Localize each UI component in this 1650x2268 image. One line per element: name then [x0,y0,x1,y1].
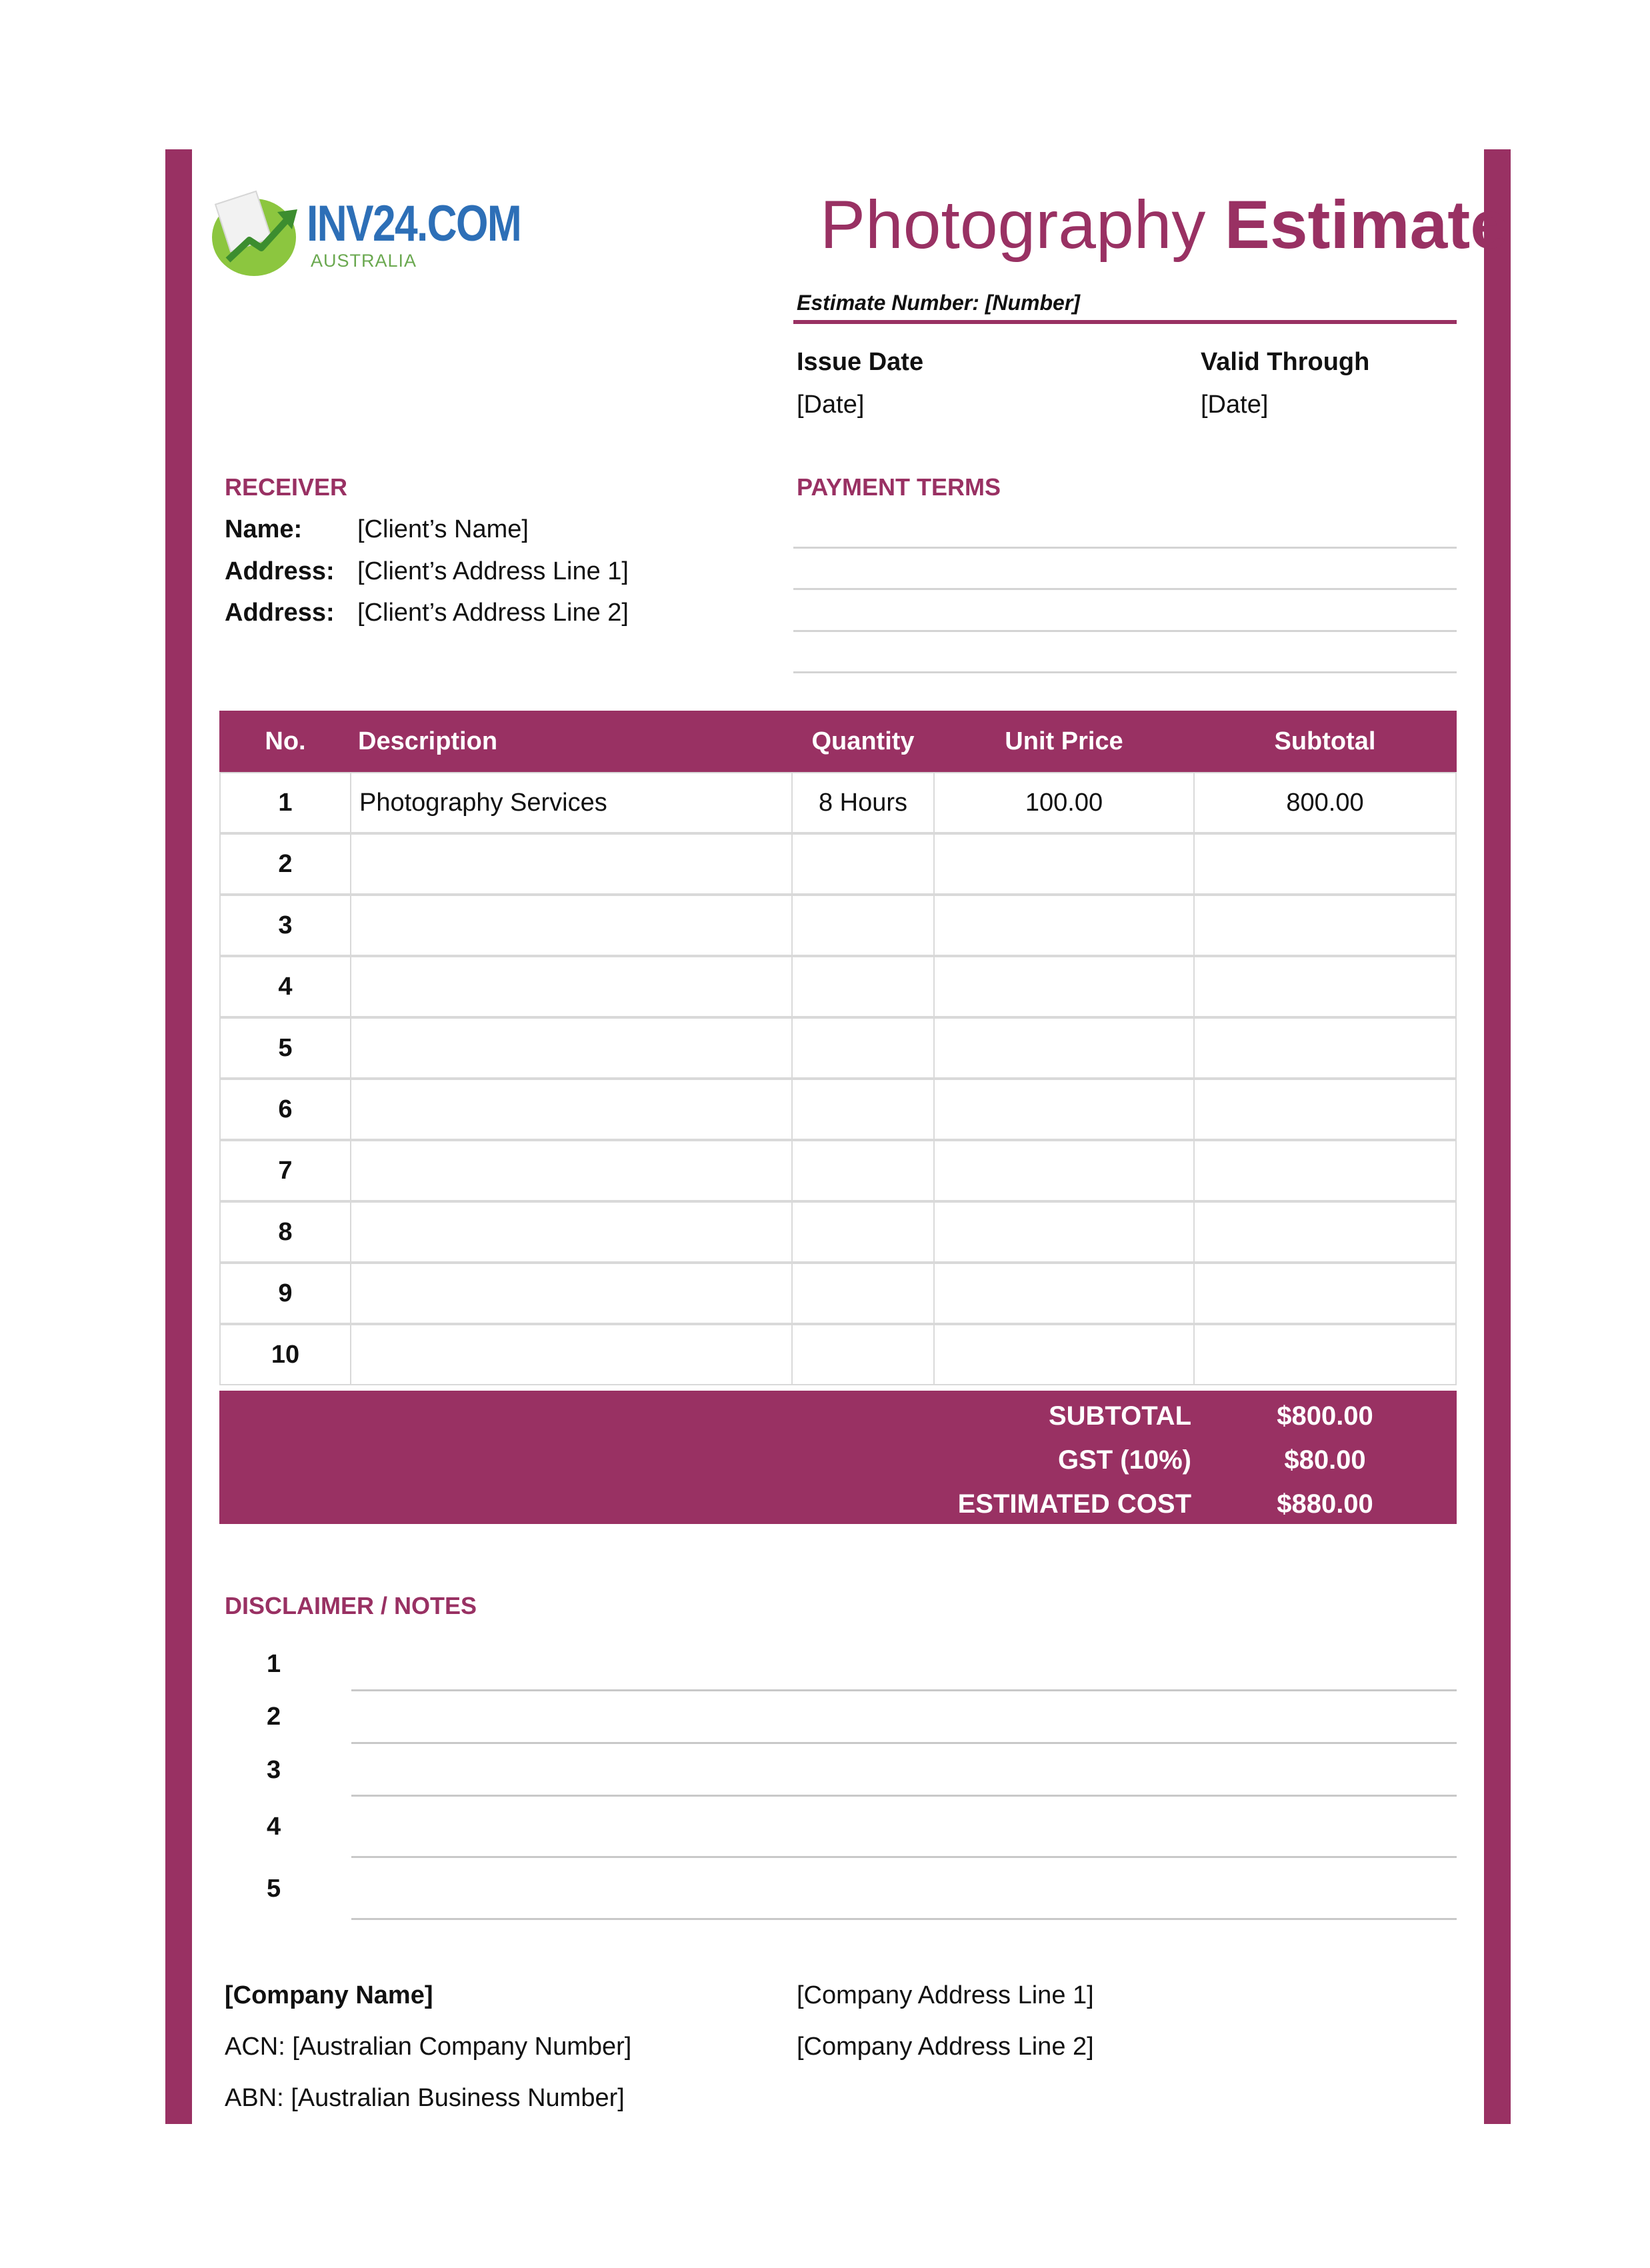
company-acn: ACN: [Australian Company Number] [225,2033,632,2061]
table-row [219,833,1457,895]
table-row [219,895,1457,956]
row-description: Photography Services [350,772,793,833]
gst-label: GST (10%) [1057,1445,1191,1475]
items-table-header [219,711,1457,772]
valid-through-value: [Date] [1201,391,1269,419]
row-subtotal [1193,1201,1457,1263]
row-subtotal [1193,1079,1457,1140]
row-unit-price [933,1017,1195,1079]
company-name: [Company Name] [225,1981,433,2009]
receiver-heading: RECEIVER [225,473,348,501]
row-unit-price [933,895,1195,956]
row-number: 4 [219,956,351,1017]
company-address-line-1: [Company Address Line 1] [797,1981,1094,2009]
receiver-address2-label: Address: [225,599,335,627]
note-line [351,1856,1457,1858]
row-subtotal [1193,895,1457,956]
row-quantity [791,833,935,895]
note-line [351,1795,1457,1797]
col-description-header: Description [358,727,498,755]
company-address-line-2: [Company Address Line 2] [797,2033,1094,2061]
row-description [350,1079,793,1140]
row-quantity: 8 Hours [791,772,935,833]
row-quantity [791,1263,935,1324]
col-unit-price-header: Unit Price [1005,727,1123,755]
note-number: 5 [267,1875,281,1903]
payment-terms-line [793,671,1457,673]
row-quantity [791,1324,935,1385]
row-unit-price: 100.00 [933,772,1195,833]
row-description [350,833,793,895]
subtotal-label: SUBTOTAL [1048,1401,1191,1431]
issue-date-value: [Date] [797,391,865,419]
row-unit-price [933,1263,1195,1324]
table-row [219,1140,1457,1201]
row-unit-price [933,1140,1195,1201]
estimated-cost-label: ESTIMATED COST [957,1489,1191,1519]
row-quantity [791,1017,935,1079]
issue-date-label: Issue Date [797,348,924,376]
company-logo [212,192,521,279]
col-subtotal-header: Subtotal [1274,727,1376,755]
row-quantity [791,1140,935,1201]
subtotal-value: $800.00 [1277,1401,1373,1431]
note-number: 3 [267,1756,281,1784]
row-quantity [791,1079,935,1140]
table-row [219,1201,1457,1263]
valid-through-label: Valid Through [1201,348,1370,376]
row-subtotal [1193,1140,1457,1201]
row-number: 7 [219,1140,351,1201]
col-quantity-header: Quantity [811,727,915,755]
payment-terms-line [793,588,1457,590]
row-unit-price [933,956,1195,1017]
note-line [351,1918,1457,1920]
row-subtotal [1193,1017,1457,1079]
estimate-number: Estimate Number: [Number] [797,291,1080,315]
row-number: 3 [219,895,351,956]
note-number: 2 [267,1703,281,1731]
receiver-address1-value: [Client’s Address Line 1] [357,557,629,585]
notes-heading: DISCLAIMER / NOTES [225,1592,477,1619]
table-row [219,772,1457,833]
row-unit-price [933,1324,1195,1385]
left-accent-bar [165,149,192,2124]
payment-terms-line [793,630,1457,632]
col-no-header: No. [265,727,306,755]
table-row [219,956,1457,1017]
row-number: 8 [219,1201,351,1263]
title-divider [793,320,1457,324]
row-subtotal [1193,1263,1457,1324]
row-description [350,1017,793,1079]
row-number: 9 [219,1263,351,1324]
row-subtotal: 800.00 [1193,772,1457,833]
row-subtotal [1193,833,1457,895]
growth-arrow-icon [223,201,303,268]
title-bold: Estimate [1224,187,1508,263]
title-regular: Photography [820,187,1206,263]
receiver-name-label: Name: [225,515,303,543]
receiver-address2-value: [Client’s Address Line 2] [357,599,629,627]
row-description [350,956,793,1017]
row-number: 6 [219,1079,351,1140]
note-number: 1 [267,1650,281,1678]
note-number: 4 [267,1813,281,1841]
row-quantity [791,956,935,1017]
row-subtotal [1193,956,1457,1017]
row-description [350,1140,793,1201]
logo-subtext: AUSTRALIA [311,251,417,271]
row-number: 10 [219,1324,351,1385]
table-row [219,1079,1457,1140]
document-title [820,187,1508,263]
gst-value: $80.00 [1284,1445,1366,1475]
row-number: 5 [219,1017,351,1079]
row-number: 2 [219,833,351,895]
row-description [350,895,793,956]
row-number: 1 [219,772,351,833]
table-row [219,1324,1457,1385]
right-accent-bar [1484,149,1511,2124]
payment-terms-line [793,547,1457,549]
payment-terms-heading: PAYMENT TERMS [797,473,1001,501]
receiver-address1-label: Address: [225,557,335,585]
row-quantity [791,895,935,956]
row-description [350,1201,793,1263]
company-abn: ABN: [Australian Business Number] [225,2084,625,2112]
receiver-name-value: [Client’s Name] [357,515,529,543]
row-description [350,1324,793,1385]
estimated-cost-value: $880.00 [1277,1489,1373,1519]
row-unit-price [933,833,1195,895]
row-unit-price [933,1201,1195,1263]
totals-block [219,1391,1457,1524]
row-quantity [791,1201,935,1263]
table-row [219,1263,1457,1324]
row-subtotal [1193,1324,1457,1385]
row-unit-price [933,1079,1195,1140]
table-row [219,1017,1457,1079]
note-line [351,1742,1457,1744]
note-line [351,1689,1457,1691]
logo-wordmark: INV24.COM [307,195,521,252]
row-description [350,1263,793,1324]
